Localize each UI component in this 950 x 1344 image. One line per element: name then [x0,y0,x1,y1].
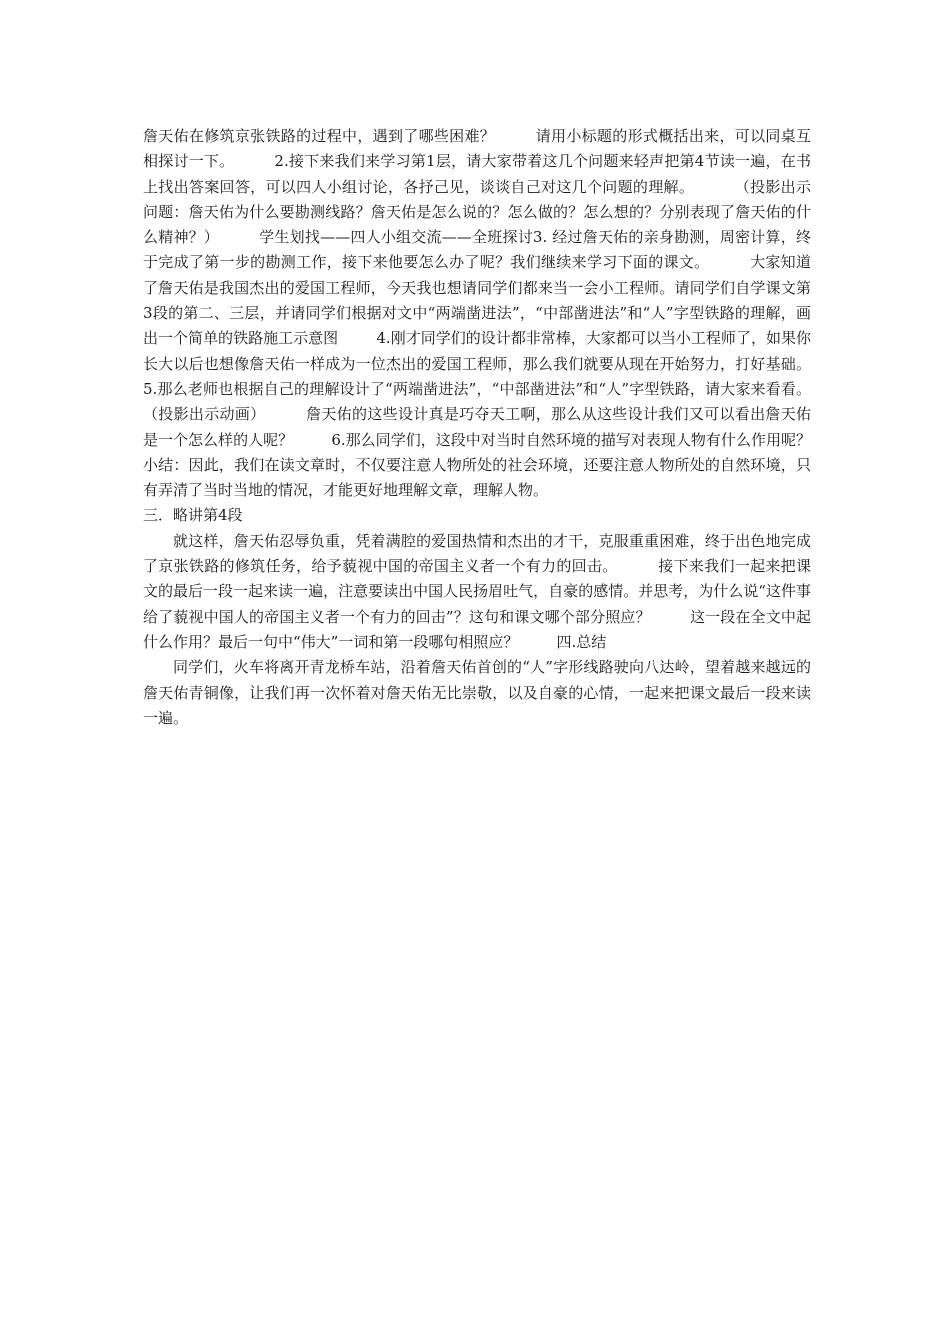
paragraph-lesson-steps: 詹天佑在修筑京张铁路的过程中，遇到了哪些困难？ 请用小标题的形式概括出来，可以同桌互相探讨一下。 2.接下来我们来学习第1层，请大家带着这几个问题来轻声把第4节读一遍，在书上找出答案回答，可以四人小组讨论，各抒己见，谈谈自己对这几个问题的理解。 （投影出示问题：詹天佑为什么要勘测线路？詹天佑是怎么说的？怎么做的？怎么想的？分别表现了詹天佑的什么精神？） 学生划找——四人小组交流——全班探讨3. 经过詹天佑的亲身勘测，周密计算，终于完成了第一步的勘测工作，接下来他要怎么办了呢？我们继续来学习下面的课文。 大家知道了詹天佑是我国杰出的爱国工程师，今天我也想请同学们都来当一会小工程师。请同学们自学课文第3段的第二、三层，并请同学们根据对文中“两端凿进法”，“中部凿进法”和“人”字型铁路的理解，画出一个简单的铁路施工示意图 4.刚才同学们的设计都非常棒，大家都可以当小工程师了，如果你长大以后也想像詹天佑一样成为一位杰出的爱国工程师，那么我们就要从现在开始努力，打好基础。5.那么老师也根据自己的理解设计了“两端凿进法”，“中部凿进法”和“人”字型铁路，请大家来看看。 （投影出示动画） 詹天佑的这些设计真是巧夺天工啊，那么从这些设计我们又可以看出詹天佑是一个怎么样的人呢？ 6.那么同学们，这段中对当时自然环境的描写对表现人物有什么作用呢？ 小结：因此，我们在读文章时，不仅要注意人物所处的社会环境，还要注意人物所处的自然环境，只有弄清了当时当地的情况，才能更好地理解文章，理解人物。 [143,127,850,500]
paragraph-part-three: 就这样，詹天佑忍辱负重，凭着满腔的爱国热情和杰出的才干，克服重重困难，终于出色地完成了京张铁路的修筑任务，给予藐视中国的帝国主义者一个有力的回击。 接下来我们一起来把课文的最后一段一起来读一遍，注意要读出中国人民扬眉吐气，自豪的感情。并思考，为什么说“这件事给了藐视中国人的帝国主义者一个有力的回击”？这句和课文哪个部分照应？ 这一段在全文中起什么作用？最后一句中“伟大”一词和第一段哪句相照应？ 四.总结 [143,531,811,651]
paragraph-summary: 同学们，火车将离开青龙桥车站，沿着詹天佑首创的“人”字形线路驶向八达岭，望着越来越远的詹天佑青铜像，让我们再一次怀着对詹天佑无比崇敬，以及自豪的心情，一起来把课文最后一段来读一遍。 [143,658,811,727]
section-heading-part-three: 三．略讲第4段 [143,506,243,525]
document-body [143,124,850,731]
